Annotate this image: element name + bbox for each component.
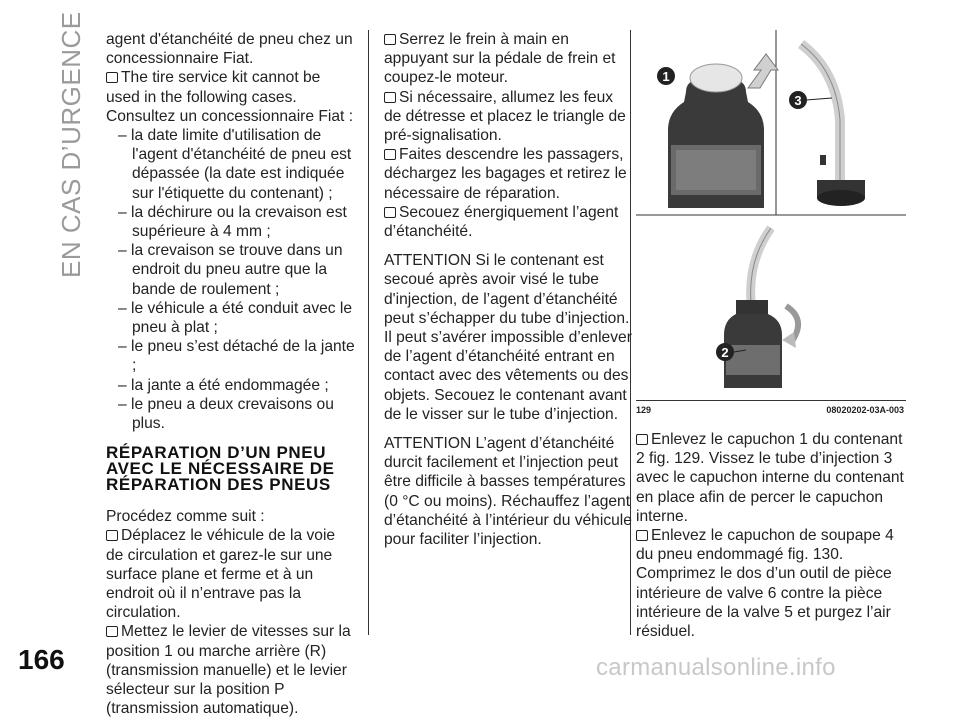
bullet-paragraph: Enlevez le capuchon de soupape 4 du pneu endommagé fig. 130. Comprimez le dos d’un outil de pièce intérieure de valve 6 contre la pièce intérieure de la valve 5 et purgez l’air résiduel. [636,526,906,641]
attention-note: ATTENTION Si le contenant est secoué après avoir visé le tube d'injection, de l’agent d’étanchéité peut s’échapper du tube d’injection. Il peut s’avérer impossible d’enlever de l’agent d’étanchéité entrant en contact avec des vêtements ou des objets. Secouez le contenant avant de le visser sur le tube d’injection. [384,252,632,423]
bullet-paragraph: Faites descendre les passagers, déchargez les bagages et retirez le nécessaire de réparation. [384,145,634,203]
paragraph: agent d'étanchéité de pneu chez un concessionnaire Fiat. [106,31,353,68]
bullet-paragraph: Déplacez le véhicule de la voie de circulation et garez-le sur une surface plane et ferme et à un endroit où il n’entrave pas la circulation. [106,526,356,622]
sealant-kit-illustration [636,30,906,400]
callout-3 [789,91,832,109]
column-middle [384,30,634,549]
bullet-paragraph: Serrez le frein à main en appuyant sur la pédale de frein et coupez-le moteur. [384,30,634,88]
figure-caption-rule [636,400,906,401]
list-item: – le pneu a deux crevaisons ou plus. [118,395,334,433]
callout-1 [657,67,675,85]
bullet-paragraph: Secouez énergiquement l’agent d’étanchéité. [384,203,634,241]
bullet-paragraph: Enlevez le capuchon 1 du contenant 2 fig. 129. Vissez le tube d’injection 3 avec le capuchon interne du contenant en place afin de percer le capuchon interne. [636,430,906,526]
figure-code: 08020202-03A-003 [826,405,904,415]
list-item: – la déchirure ou la crevaison est supérieure à 4 mm ; [118,203,347,241]
bullet-paragraph: The tire service kit cannot be used in the following cases. Consultez un concessionnaire Fiat : [106,68,356,126]
figure-number: 129 [636,405,652,415]
column-left [106,30,356,719]
svg-text:2: 2 [721,345,729,360]
watermark: carmanualsonline.info [596,654,836,681]
restriction-list [106,126,356,433]
column-divider [368,30,369,635]
list-item: – la jante a été endommagée ; [118,376,329,394]
injection-tube-drawing [801,44,865,206]
attention-note: ATTENTION L’agent d’étanchéité durcit facilement et l’injection peut être difficile à basses températures (0 °C ou moins). Réchauffez l’agent d’étanchéité à l’intérieur du véhicule pour faciliter l’injection. [384,435,632,549]
paragraph: Procédez comme suit : [106,508,265,526]
section-title: EN CAS D’URGENCE [56,11,86,278]
bullet-paragraph: Si nécessaire, allumez les feux de détresse et placez le triangle de pré-signalisation. [384,88,634,146]
svg-text:3: 3 [794,93,802,108]
svg-text:1: 1 [662,69,670,84]
section-heading: RÉPARATION D’UN PNEU AVEC LE NÉCESSAIRE DE RÉPARATION DES PNEUS [106,443,335,495]
list-item: – la crevaison se trouve dans un endroit du pneu autre que la bande de roulement ; [118,242,343,298]
list-item: – la date limite d'utilisation de l'agent d'étanchéité de pneu est dépassée (la date est indiquée sur l'étiquette du contenant) ; [118,127,352,202]
list-item: – le pneu s’est détaché de la jante ; [118,338,355,375]
page-number: 166 [18,644,65,675]
figure-129 [636,30,906,415]
bottle-with-tube-drawing [724,228,798,388]
bullet-paragraph: Mettez le levier de vitesses sur la position 1 ou marche arrière (R) (transmission manuelle) et le levier sélecteur sur la position P (transmission automatique). [106,622,356,718]
list-item: – le véhicule a été conduit avec le pneu à plat ; [118,299,353,337]
bottle-with-cap-drawing [668,54,778,208]
column-right [636,430,906,641]
